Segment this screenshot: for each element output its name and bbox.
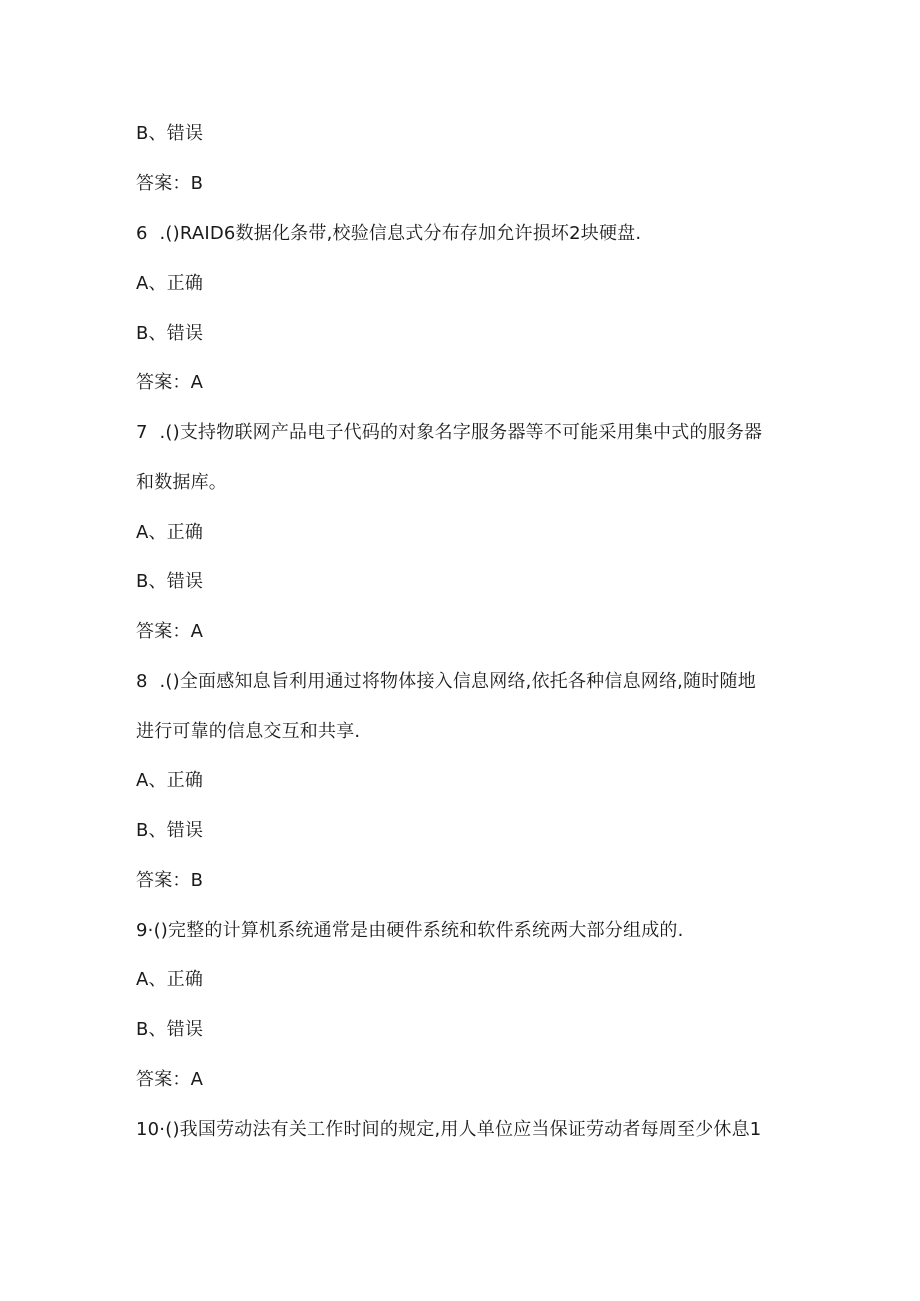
option-b-q8: B、错误 [136,820,204,841]
option-a-q9: A、正确 [136,969,204,990]
answer-q7: 答案：A [136,621,204,642]
option-a-q7: A、正确 [136,522,204,543]
question-10-line-1: 10·()我国劳动法有关工作时间的规定,用人单位应当保证劳动者每周至少休息1 [136,1119,762,1140]
option-b-q6: B、错误 [136,323,204,344]
question-7-line-2: 和数据库。 [136,472,227,493]
answer-q8: 答案：B [136,870,204,891]
question-8-line-2: 进行可靠的信息交互和共享. [136,721,361,742]
question-7-line-1: 7 .()支持物联网产品电子代码的对象名字服务器等不可能采用集中式的服务器 [136,422,763,443]
answer-q6: 答案：A [136,372,204,393]
answer-q9: 答案：A [136,1069,204,1090]
option-b-q5: B、错误 [136,123,204,144]
question-8-line-1: 8 .()全面感知息旨利用通过将物体接入信息网络,依托各种信息网络,随时随地 [136,671,756,692]
question-6: 6 .()RAID6数据化条带,校验信息式分布存加允许损坏2块硬盘. [136,223,642,244]
option-b-q7: B、错误 [136,571,204,592]
answer-q5: 答案：B [136,173,204,194]
option-a-q8: A、正确 [136,770,204,791]
option-b-q9: B、错误 [136,1019,204,1040]
option-a-q6: A、正确 [136,273,204,294]
question-9: 9·()完整的计算机系统通常是由硬件系统和软件系统两大部分组成的. [136,920,684,941]
